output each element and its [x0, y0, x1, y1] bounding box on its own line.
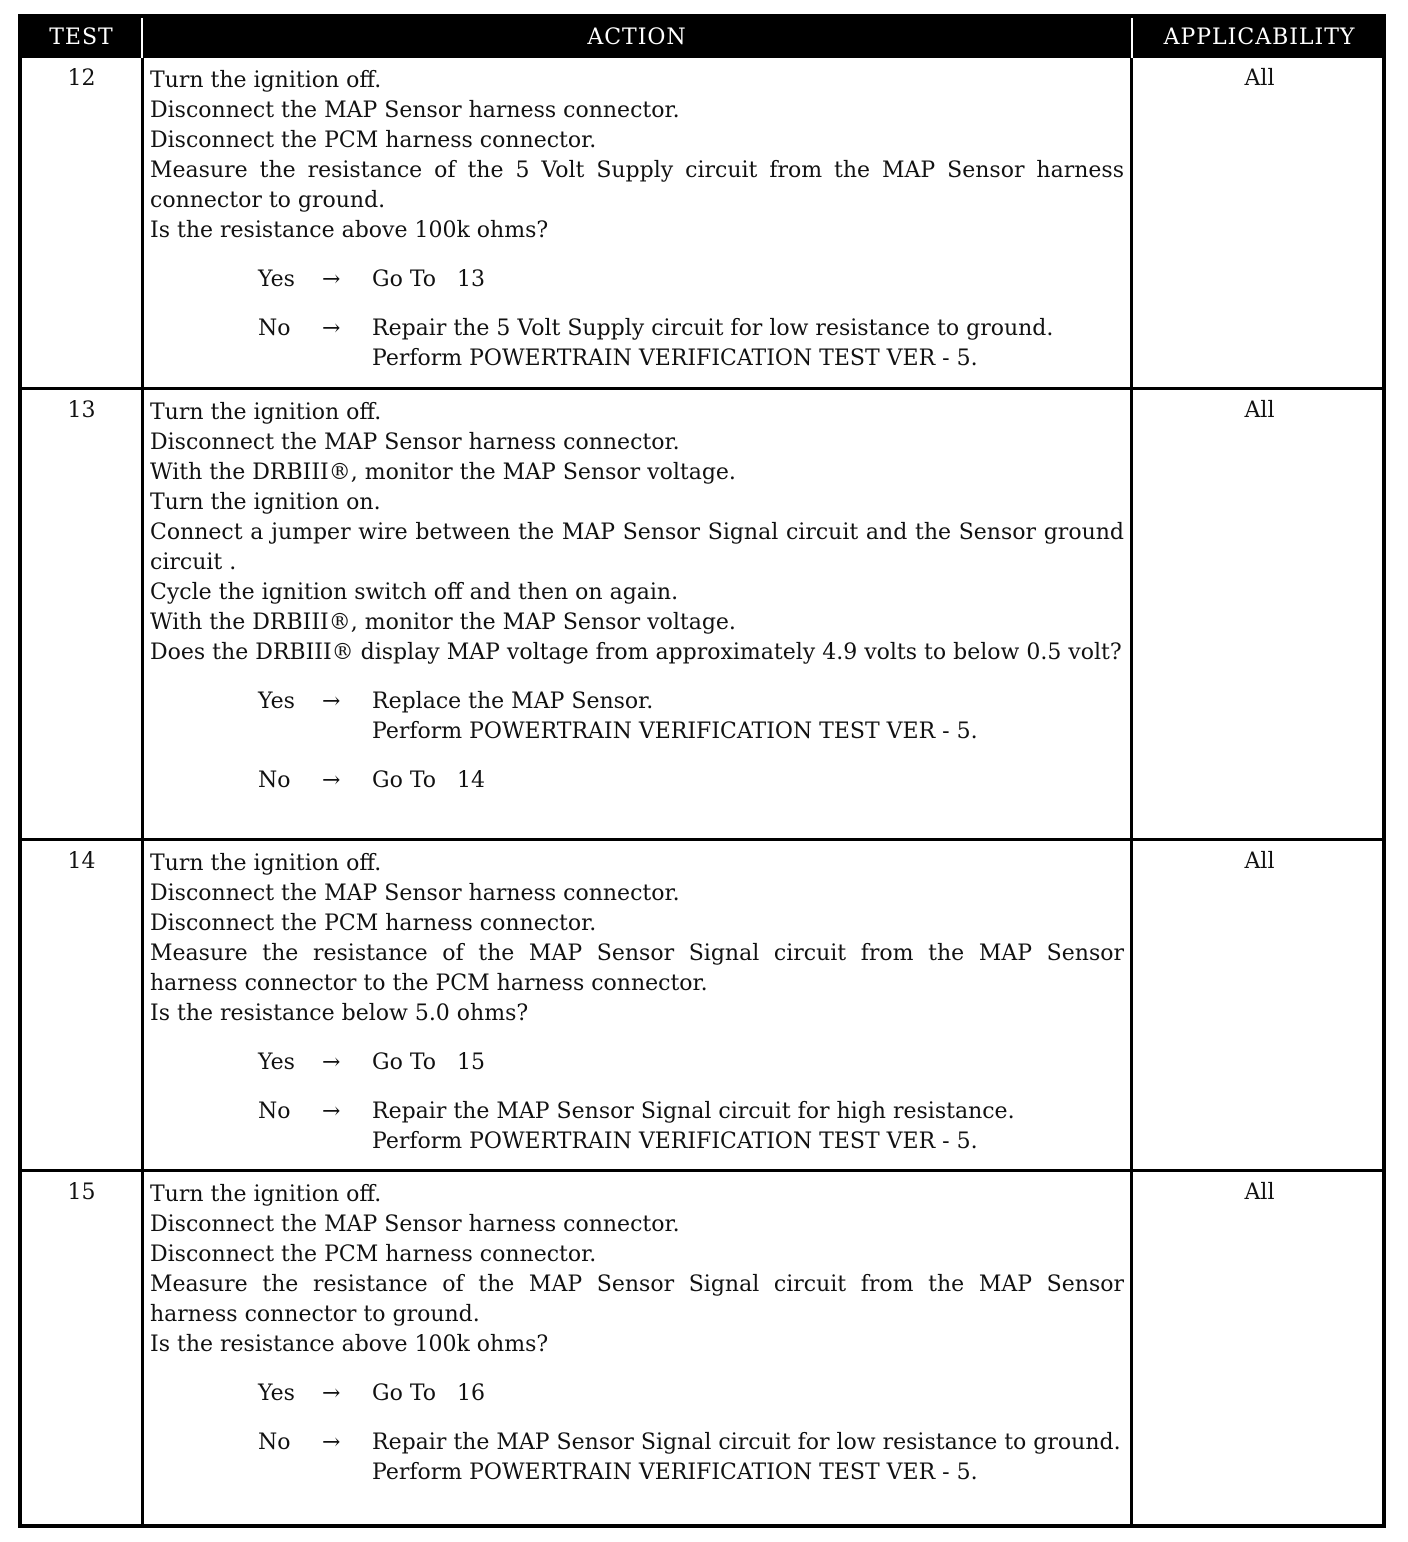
instruction-line: Repair the MAP Sensor Signal circuit for high resistance.: [372, 1099, 1015, 1124]
instruction-line: Go To 14: [372, 768, 485, 793]
action-cell: [150, 849, 1124, 1157]
action-step: Turn the ignition off.: [150, 68, 382, 93]
no-outcome: [258, 1097, 1124, 1157]
action-step: Disconnect the MAP Sensor harness connector.: [150, 98, 680, 123]
test-number: 12: [67, 66, 96, 91]
action-step: Disconnect the PCM harness connector.: [150, 911, 597, 936]
table-row: [22, 841, 1386, 1170]
arrow-right-icon: →: [322, 1381, 341, 1406]
instruction-line: Perform POWERTRAIN VERIFICATION TEST VER - 5.: [372, 346, 978, 371]
instruction-line: Repair the 5 Volt Supply circuit for low resistance to ground.: [372, 316, 1054, 341]
instruction-line: Repair the MAP Sensor Signal circuit for low resistance to ground.: [372, 1430, 1121, 1455]
action-step: Disconnect the MAP Sensor harness connector.: [150, 430, 680, 455]
diagnostic-table: [18, 14, 1386, 1528]
action-step: Disconnect the PCM harness connector.: [150, 1242, 597, 1267]
no-label: No: [258, 316, 291, 341]
action-cell: [150, 1180, 1124, 1488]
arrow-right-icon: →: [322, 267, 341, 292]
table-row: [22, 1172, 1386, 1528]
action-cell: [150, 398, 1124, 796]
action-step: With the DRBIII®, monitor the MAP Sensor voltage.: [150, 610, 736, 635]
action-step: Turn the ignition on.: [150, 490, 381, 515]
yes-label: Yes: [258, 1050, 295, 1075]
header-test: TEST: [22, 18, 141, 58]
no-instruction: [372, 314, 1124, 374]
row-divider: [22, 1169, 1386, 1172]
test-number: 15: [67, 1180, 96, 1205]
no-instruction: [372, 766, 1124, 796]
action-step: Measure the resistance of the 5 Volt Supply circuit from the MAP Sensor harness connector to ground.: [150, 158, 1124, 213]
yes-outcome: [258, 1379, 1124, 1409]
arrow-right-icon: →: [322, 316, 341, 341]
applicability-value: All: [1244, 849, 1275, 874]
instruction-line: Go To 13: [372, 267, 485, 292]
yes-instruction: [372, 265, 1124, 295]
yes-instruction: [372, 1379, 1124, 1409]
no-outcome: [258, 1428, 1124, 1488]
table-row: [22, 390, 1386, 839]
action-step: Disconnect the MAP Sensor harness connector.: [150, 1212, 680, 1237]
yes-outcome: [258, 1048, 1124, 1078]
no-outcome: [258, 314, 1124, 374]
header-action: ACTION: [143, 18, 1131, 58]
no-outcome: [258, 766, 1124, 796]
yes-label: Yes: [258, 689, 295, 714]
yes-label: Yes: [258, 1381, 295, 1406]
action-step: Is the resistance above 100k ohms?: [150, 1332, 549, 1357]
instruction-line: Perform POWERTRAIN VERIFICATION TEST VER - 5.: [372, 1460, 978, 1485]
arrow-right-icon: →: [322, 1430, 341, 1455]
action-step: Is the resistance below 5.0 ohms?: [150, 1001, 529, 1026]
no-label: No: [258, 768, 291, 793]
yes-instruction: [372, 1048, 1124, 1078]
no-instruction: [372, 1097, 1124, 1157]
instruction-line: Go To 16: [372, 1381, 485, 1406]
arrow-right-icon: →: [322, 768, 341, 793]
action-step: With the DRBIII®, monitor the MAP Sensor voltage.: [150, 460, 736, 485]
no-label: No: [258, 1430, 291, 1455]
applicability-value: All: [1244, 398, 1275, 423]
action-step: Cycle the ignition switch off and then on again.: [150, 580, 679, 605]
action-step: Turn the ignition off.: [150, 1182, 382, 1207]
applicability-value: All: [1244, 1180, 1275, 1205]
yes-outcome: [258, 265, 1124, 295]
action-step: Disconnect the PCM harness connector.: [150, 128, 597, 153]
instruction-line: Perform POWERTRAIN VERIFICATION TEST VER - 5.: [372, 1129, 978, 1154]
table-row: [22, 58, 1386, 388]
test-number: 14: [67, 849, 96, 874]
action-step: Connect a jumper wire between the MAP Sensor Signal circuit and the Sensor ground circuit .: [150, 520, 1124, 575]
yes-instruction: [372, 687, 1124, 747]
arrow-right-icon: →: [322, 689, 341, 714]
instruction-line: Perform POWERTRAIN VERIFICATION TEST VER - 5.: [372, 719, 978, 744]
yes-label: Yes: [258, 267, 295, 292]
action-step: Does the DRBIII® display MAP voltage from approximately 4.9 volts to below 0.5 volt?: [150, 640, 1122, 665]
action-step: Disconnect the MAP Sensor harness connector.: [150, 881, 680, 906]
no-label: No: [258, 1099, 291, 1124]
arrow-right-icon: →: [322, 1050, 341, 1075]
action-step: Measure the resistance of the MAP Sensor Signal circuit from the MAP Sensor harness connector to ground.: [150, 1272, 1124, 1327]
action-step: Is the resistance above 100k ohms?: [150, 218, 549, 243]
instruction-line: Go To 15: [372, 1050, 485, 1075]
action-cell: [150, 66, 1124, 374]
action-step: Measure the resistance of the MAP Sensor Signal circuit from the MAP Sensor harness connector to the PCM harness connector.: [150, 941, 1124, 996]
header-applicability: APPLICABILITY: [1133, 18, 1386, 58]
action-step: Turn the ignition off.: [150, 851, 382, 876]
instruction-line: Replace the MAP Sensor.: [372, 689, 654, 714]
row-divider: [22, 387, 1386, 390]
action-step: Turn the ignition off.: [150, 400, 382, 425]
row-divider: [22, 838, 1386, 841]
no-instruction: [372, 1428, 1124, 1488]
applicability-value: All: [1244, 66, 1275, 91]
arrow-right-icon: →: [322, 1099, 341, 1124]
test-number: 13: [67, 398, 96, 423]
yes-outcome: [258, 687, 1124, 747]
